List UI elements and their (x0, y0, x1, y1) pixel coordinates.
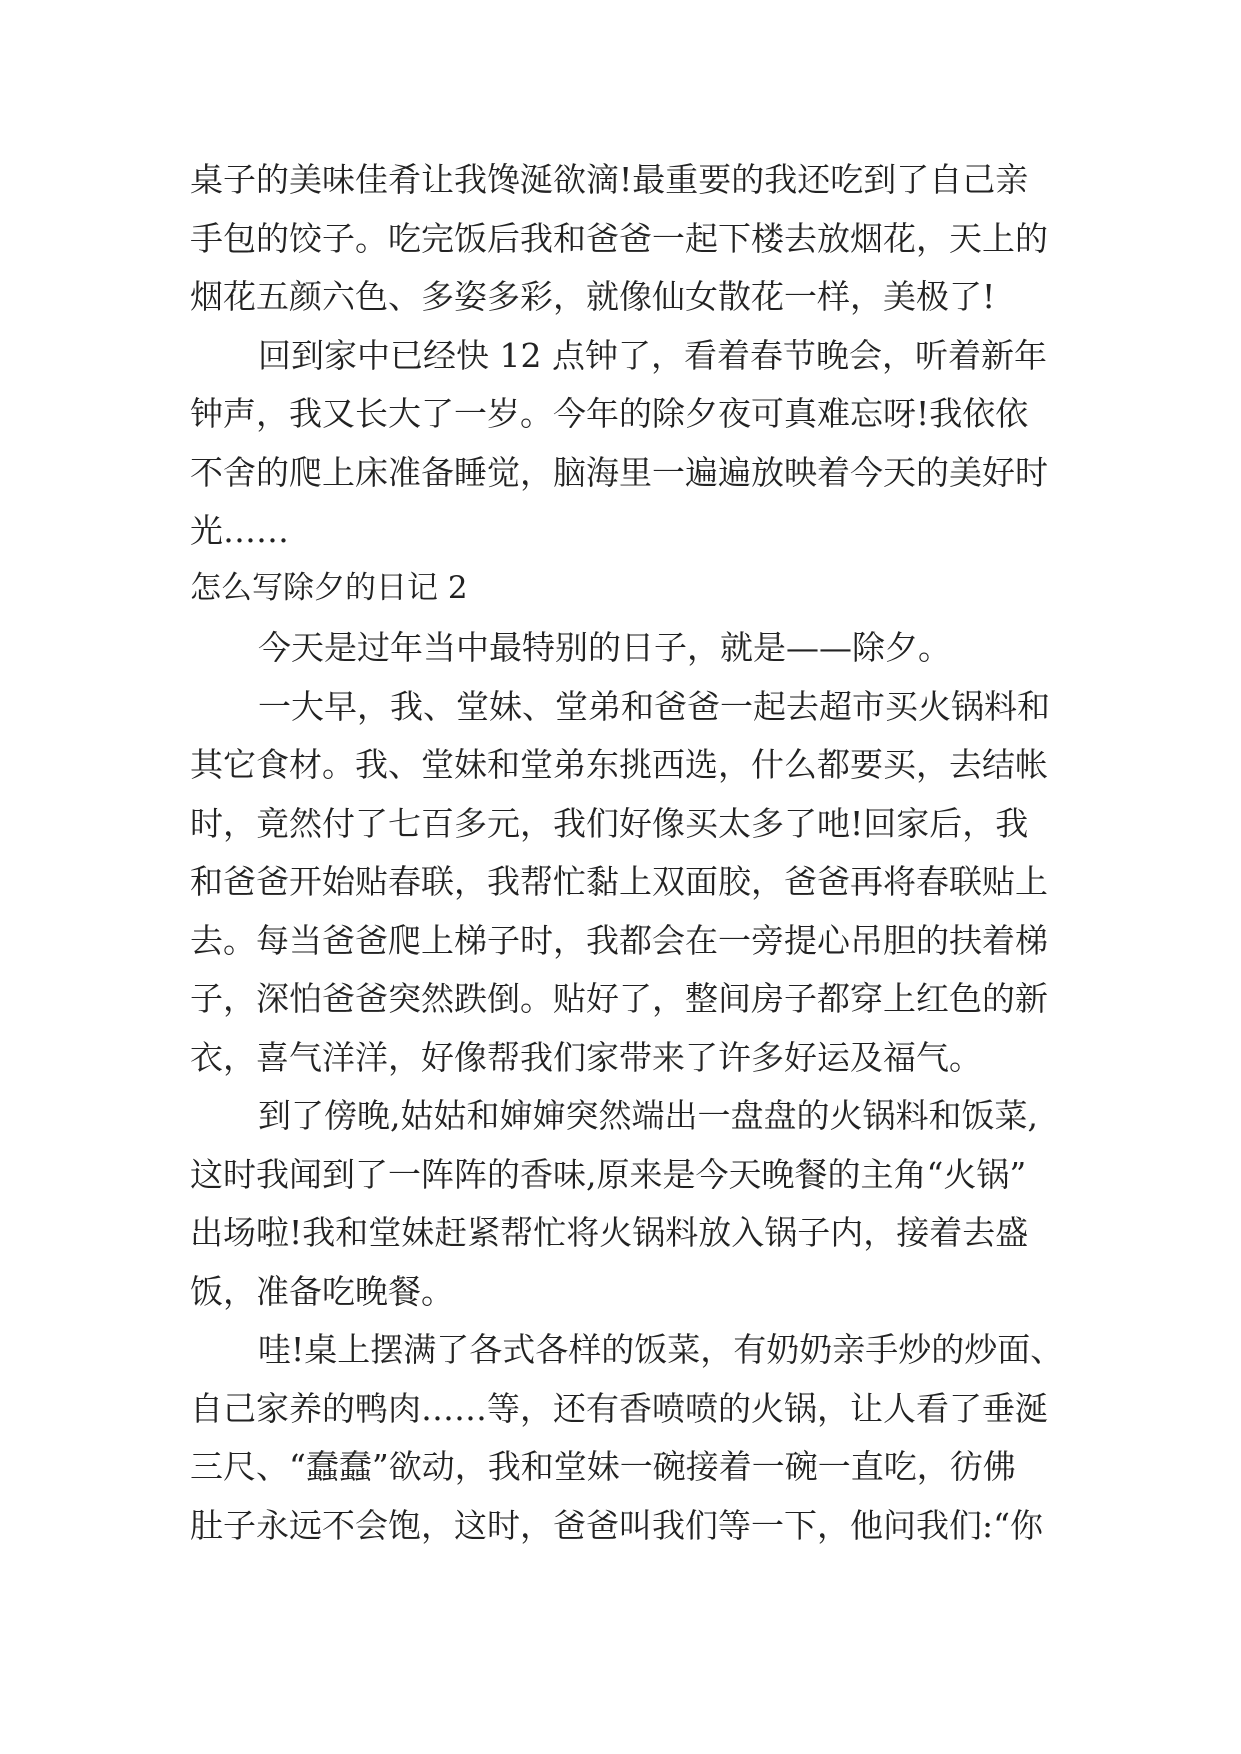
text-line: 自己家养的鸭肉……等，还有香喷喷的火锅，让人看了垂涎 (190, 1389, 1048, 1428)
text-line: 钟声，我又长大了一岁。今年的除夕夜可真难忘呀!我依依 (190, 394, 1029, 433)
text-line: 时，竟然付了七百多元，我们好像买太多了吔!回家后，我 (190, 804, 1029, 843)
text-line: 到了傍晚,姑姑和婶婶突然端出一盘盘的火锅料和饭菜, (258, 1096, 1038, 1135)
text-line: 不舍的爬上床准备睡觉，脑海里一遍遍放映着今天的美好时 (190, 453, 1048, 492)
text-line: 饭，准备吃晚餐。 (190, 1272, 454, 1311)
text-line: 和爸爸开始贴春联，我帮忙黏上双面胶，爸爸再将春联贴上 (190, 862, 1048, 901)
text-line: 这时我闻到了一阵阵的香味,原来是今天晚餐的主角“火锅” (190, 1155, 1027, 1194)
text-line: 其它食材。我、堂妹和堂弟东挑西选，什么都要买，去结帐 (190, 745, 1048, 784)
text-line: 衣，喜气洋洋，好像帮我们家带来了许多好运及福气。 (190, 1038, 982, 1077)
text-line: 出场啦!我和堂妹赶紧帮忙将火锅料放入锅子内，接着去盛 (190, 1213, 1029, 1252)
text-line: 桌子的美味佳肴让我馋涎欲滴!最重要的我还吃到了自己亲 (190, 160, 1029, 199)
text-line: 光…… (190, 511, 289, 550)
text-line: 肚子永远不会饱，这时，爸爸叫我们等一下，他问我们:“你 (190, 1506, 1043, 1545)
text-line: 去。每当爸爸爬上梯子时，我都会在一旁提心吊胆的扶着梯 (190, 921, 1048, 960)
text-line: 今天是过年当中最特别的日子，就是——除夕。 (258, 628, 951, 667)
text-line: 哇!桌上摆满了各式各样的饭菜，有奶奶亲手炒的炒面、 (258, 1330, 1064, 1369)
text-line: 手包的饺子。吃完饭后我和爸爸一起下楼去放烟花，天上的 (190, 219, 1048, 258)
text-line: 一大早，我、堂妹、堂弟和爸爸一起去超市买火锅料和 (258, 687, 1050, 726)
text-line: 子，深怕爸爸突然跌倒。贴好了，整间房子都穿上红色的新 (190, 979, 1048, 1018)
section-heading: 怎么写除夕的日记 2 (190, 570, 468, 606)
text-line: 烟花五颜六色、多姿多彩，就像仙女散花一样，美极了! (190, 277, 996, 316)
text-line: 三尺、“蠢蠢”欲动，我和堂妹一碗接着一碗一直吃，彷佛 (190, 1447, 1016, 1486)
text-line: 回到家中已经快 12 点钟了，看着春节晚会，听着新年 (258, 336, 1047, 375)
